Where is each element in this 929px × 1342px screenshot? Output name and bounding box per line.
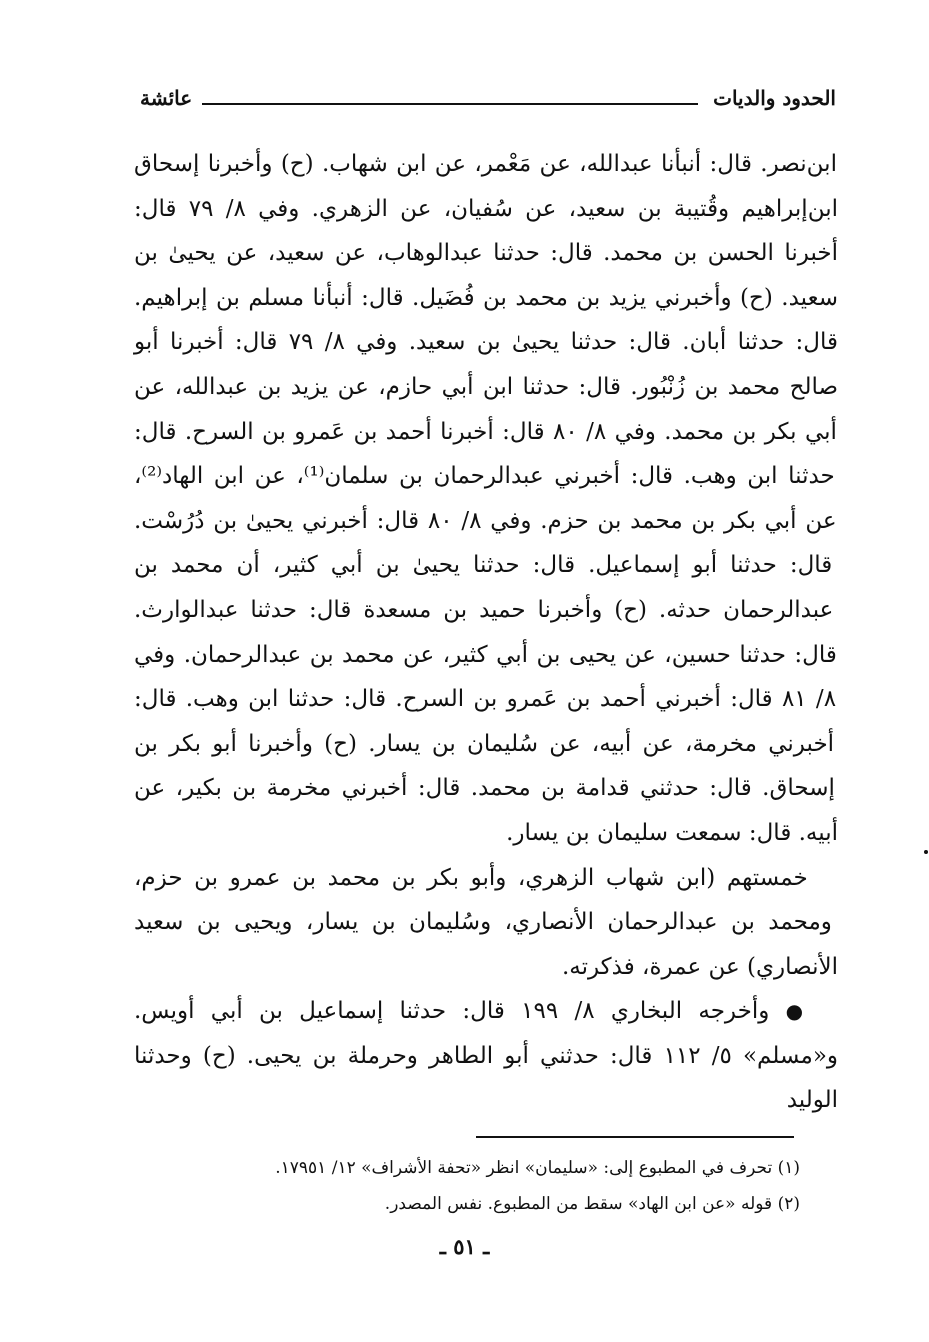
text-line: خمستهم (ابن شهاب الزهري، وأبو بكر بن محمد بن عمرو بن حزم، bbox=[134, 864, 808, 891]
text-line: محمد بن زُنْبُور. قال: حدثنا ابن أبي حازم، عن يزيد بن عبدالله، عن أبي bbox=[134, 373, 837, 445]
text-line: الأنصاري) عن عمرة، فذكرته. bbox=[561, 953, 838, 980]
text-line: و«مسلم» ٥/ ١١٢ قال: حدثني أبو الطاهر وحرملة بن يحيى. (ح) وحدثنا الوليد bbox=[134, 1042, 838, 1114]
text-line: عن أبي بكر بن محمد بن حزم. وفي ٨/ ٨٠ قال: أخبرني يحيىٰ بن دُرُسْت. bbox=[134, 507, 837, 534]
header-chapter-name: عائشة bbox=[140, 86, 193, 110]
footnote-1: (١) تحرف في المطبوع إلى: «سليمان» انظر «تحفة الأشراف» ١٢/ ١٧٩٥١. bbox=[275, 1158, 800, 1178]
text-line: الحسن بن محمد. قال: حدثنا عبدالوهاب، عن سعيد، عن يحيىٰ بن سعيد. bbox=[134, 240, 838, 311]
scan-speck bbox=[924, 850, 928, 854]
paragraph-summary bbox=[134, 856, 838, 990]
text-line: قال: حدثنا أبو إسماعيل. قال: حدثنا يحيىٰ بن أبي كثير، أن محمد بن bbox=[134, 552, 833, 579]
text-line: قال: حدثنا حسين، عن يحيى بن أبي كثير، عن محمد بن عبدالرحمان. وفي bbox=[134, 641, 837, 668]
text-line: ابن‌نصر. قال: أنبأنا عبدالله، عن مَعْمر، عن ابن شهاب. (ح) وأخبرنا إسحاق bbox=[134, 151, 837, 177]
text-line: حدثنا ابن وهب. قال: أخبرني عبدالرحمان بن سلمان⁽¹⁾، عن ابن الهاد⁽²⁾، bbox=[134, 463, 835, 490]
text-line: حدثنا أبان. قال: حدثنا يحيىٰ بن سعيد. وفي ٨/ ٧٩ قال: أخبرنا أبو صالح bbox=[134, 329, 838, 400]
text-line: وأخرجه البخاري ٨/ ١٩٩ قال: حدثنا إسماعيل بن أبي أويس. bbox=[134, 998, 770, 1025]
footnote-rule bbox=[476, 1136, 794, 1138]
text-line: ابن‌إبراهيم وقُتيبة بن سعيد، عن سُفيان، عن الزهري. وفي ٨/ ٧٩ قال: أخبرنا bbox=[134, 195, 838, 267]
footnote-2: (٢) قوله «عن ابن الهاد» سقط من المطبوع. نفس المصدر. bbox=[384, 1194, 800, 1214]
header-rule bbox=[202, 103, 698, 105]
page-number: ـ ٥١ ـ bbox=[439, 1234, 490, 1259]
text-line: ومحمد بن عبدالرحمان الأنصاري، وسُليمان بن يسار، ويحيى بن سعيد bbox=[134, 909, 832, 936]
main-text bbox=[134, 142, 838, 1123]
paragraph-takhrij bbox=[134, 989, 838, 1123]
footnotes bbox=[160, 1150, 800, 1222]
text-line: إسحاق. قال: حدثني قدامة بن محمد. قال: أخبرني مخرمة بن بكير، عن bbox=[134, 775, 835, 802]
paragraph-isnad bbox=[134, 142, 838, 856]
text-line: أبيه. قال: سمعت سليمان بن يسار. bbox=[506, 819, 838, 846]
text-line: بكر بن محمد. وفي ٨/ ٨٠ قال: أخبرنا أحمد بن عَمرو بن السرح. قال: bbox=[134, 418, 797, 445]
text-line: ٨/ ٨١ قال: أخبرني أحمد بن عَمرو بن السرح. قال: حدثنا ابن وهب. قال: bbox=[134, 686, 837, 713]
header-book-section: الحدود والديات bbox=[713, 86, 836, 110]
text-line: عبدالرحمان حدثه. (ح) وأخبرنا حميد بن مسعدة قال: حدثنا عبدالوارث. bbox=[134, 596, 834, 623]
text-line: (ح) وأخبرني يزيد بن محمد بن فُضَيل. قال: أنبأنا مسلم بن إبراهيم. قال: bbox=[134, 284, 839, 356]
text-line: أخبرني مخرمة، عن أبيه، عن سُليمان بن يسار. (ح) وأخبرنا أبو بكر بن bbox=[134, 730, 835, 757]
running-header bbox=[140, 86, 836, 122]
bullet-icon: ● bbox=[785, 999, 813, 1024]
